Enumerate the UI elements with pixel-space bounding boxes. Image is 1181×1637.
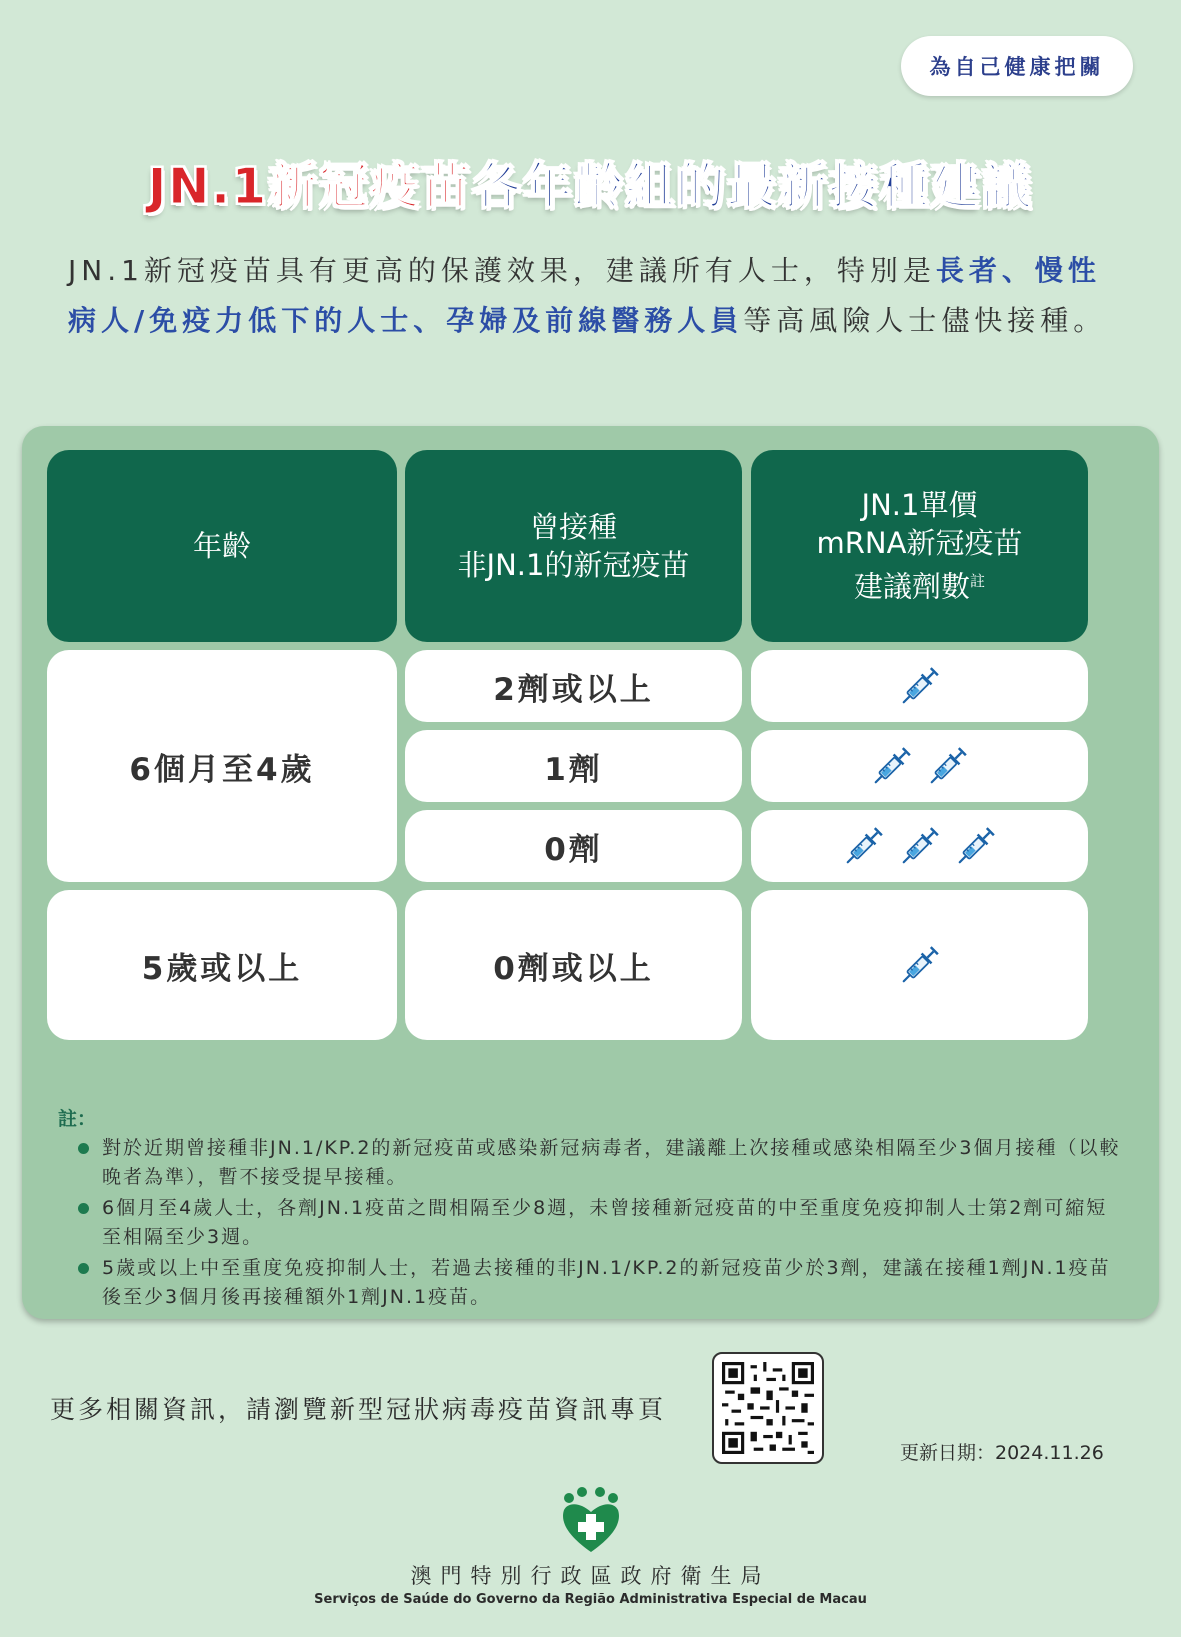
prior-label: 0劑或以上	[493, 950, 654, 987]
header-prior-line1: 曾接種	[529, 510, 617, 544]
syringe-icon	[867, 741, 917, 791]
dose-cell	[751, 890, 1088, 1040]
syringe-icon	[923, 741, 973, 791]
prior-cell	[405, 890, 742, 1040]
syringe-icon	[895, 661, 945, 711]
dose-cell	[751, 810, 1088, 882]
intro-paragraph	[68, 246, 1128, 346]
header-dose-line2: mRNA新冠疫苗	[816, 526, 1023, 561]
header-age	[47, 450, 397, 642]
age-label: 5歲或以上	[141, 950, 303, 987]
organization-name-pt: Serviços de Saúde do Governo da Região Administrativa Especial de Macau	[314, 1592, 867, 1607]
header-prior-vaccine	[405, 450, 742, 642]
age-label: 6個月至4歲	[129, 751, 315, 788]
prior-label: 2劑或以上	[493, 671, 654, 708]
syringe-group	[895, 940, 945, 990]
health-bureau-logo-icon	[558, 1486, 624, 1554]
age-cell-5y-plus	[47, 890, 397, 1040]
header-prior-line2: 非JN.1的新冠疫苗	[457, 548, 690, 582]
header-dose-note-mark: 註	[970, 572, 986, 591]
more-info-text: 更多相關資訊，請瀏覽新型冠狀病毒疫苗資訊專頁	[50, 1395, 667, 1424]
age-cell-6m-4y	[47, 650, 397, 882]
qr-code-graphic	[722, 1362, 814, 1454]
intro-text-2: 等高風險人士儘快接種。	[743, 304, 1107, 337]
notes-title: 註：	[58, 1108, 97, 1130]
prior-label: 0劑	[544, 831, 603, 868]
prior-cell	[405, 650, 742, 722]
header-dose-line3-wrap	[817, 562, 1023, 606]
page-title	[0, 148, 1181, 218]
prior-cell	[405, 810, 742, 882]
note-item: 5歲或以上中至重度免疫抑制人士，若過去接種的非JN.1/KP.2的新冠疫苗少於3劑，建議在接種1劑JN.1疫苗後至少3個月後再接種額外1劑JN.1疫苗。	[78, 1254, 1128, 1312]
organization-name-zh: 澳門特別行政區政府衛生局	[410, 1564, 771, 1588]
title-vaccine-name: JN.1新冠疫苗	[148, 158, 472, 215]
syringe-icon	[951, 821, 1001, 871]
syringe-icon	[895, 821, 945, 871]
dose-cell	[751, 650, 1088, 722]
header-dose-line1: JN.1單價	[861, 488, 978, 523]
dose-cell	[751, 730, 1088, 802]
health-slogan-badge: 為自己健康把關	[901, 36, 1133, 96]
note-item: 對於近期曾接種非JN.1/KP.2的新冠疫苗或感染新冠病毒者，建議離上次接種或感染相隔至少3個月接種（以較晚者為準），暫不接受提早接種。	[78, 1134, 1128, 1192]
intro-highlight: 長者、慢性病人/免疫力低下的人士、孕婦及前線醫務人員	[68, 254, 1101, 337]
syringe-group	[895, 661, 945, 711]
update-date: 更新日期：2024.11.26	[900, 1442, 1104, 1464]
prior-cell	[405, 730, 742, 802]
title-recommendation: 各年齡組的最新接種建議	[471, 158, 1033, 215]
header-dose-line3: 建議劑數	[853, 569, 970, 604]
header-recommended-doses	[751, 450, 1088, 642]
syringe-icon	[895, 940, 945, 990]
syringe-group	[867, 741, 973, 791]
note-item: 6個月至4歲人士，各劑JN.1疫苗之間相隔至少8週，未曾接種新冠疫苗的中至重度免疫抑制人士第2劑可縮短至相隔至少3週。	[78, 1194, 1128, 1252]
syringe-icon	[839, 821, 889, 871]
intro-text-1: JN.1新冠疫苗具有更高的保護效果，建議所有人士，特別是	[68, 254, 936, 287]
prior-label: 1劑	[544, 751, 603, 788]
qr-code-icon[interactable]	[712, 1352, 824, 1464]
syringe-group	[839, 821, 1001, 871]
notes-list	[78, 1134, 1128, 1314]
header-age-label: 年齡	[192, 529, 251, 563]
